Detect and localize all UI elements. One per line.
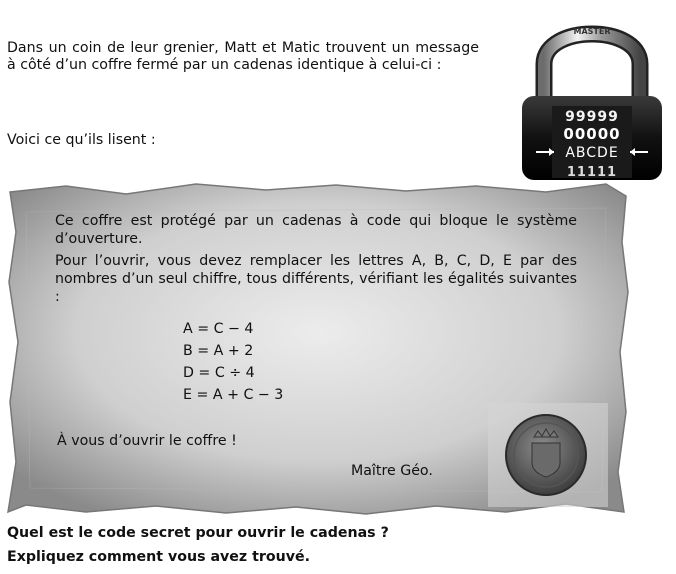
intro-read-line: Voici ce qu’ils lisent : (7, 132, 156, 148)
parchment-line-2: Pour l’ouvrir, vous devez remplacer les lettres A, B, C, D, E par des nombres d’un seul chiffre, tous différents, vérifiant les égalités suivantes : (55, 253, 577, 305)
padlock-icon (516, 6, 668, 182)
equation-1: A = C − 4 (183, 321, 254, 337)
signature: Maître Géo. (351, 463, 433, 479)
parchment-line-1: Ce coffre est protégé par un cadenas à code qui bloque le système d’ouverture. (55, 213, 577, 247)
equation-3: D = C ÷ 4 (183, 365, 255, 381)
equation-2: B = A + 2 (183, 343, 254, 359)
padlock-brand: MASTER (573, 27, 611, 36)
wax-seal-icon (488, 403, 608, 507)
equation-4: E = A + C − 3 (183, 387, 284, 403)
padlock-row-bottom: 11111 (566, 165, 618, 180)
question-2: Expliquez comment vous avez trouvé. (7, 549, 310, 565)
closing-line: À vous d’ouvrir le coffre ! (57, 433, 237, 449)
question-1: Quel est le code secret pour ouvrir le cadenas ? (7, 525, 389, 541)
parchment-text (55, 212, 577, 310)
intro-paragraph: Dans un coin de leur grenier, Matt et Matic trouvent un message à côté d’un coffre fermé par un cadenas identique à celui-ci : (7, 40, 479, 73)
padlock-row-top: 99999 (565, 109, 619, 125)
equations-list (183, 318, 283, 406)
padlock-row-mid: 00000 (563, 125, 621, 143)
padlock-row-letters: ABCDE (565, 145, 619, 161)
